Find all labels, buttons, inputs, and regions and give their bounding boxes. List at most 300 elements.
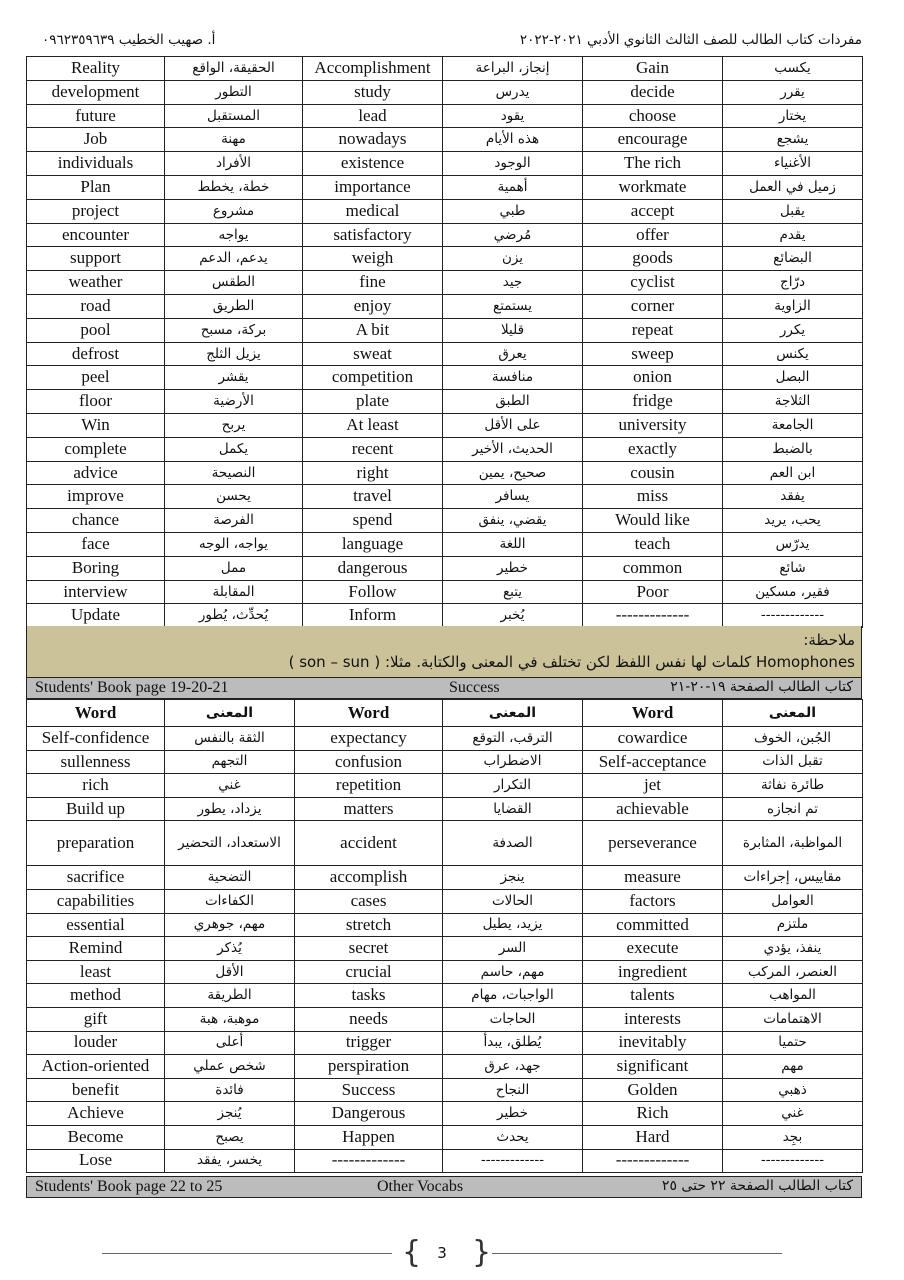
meaning-cell: جيد [443,271,583,295]
table-row [27,1031,863,1055]
meaning-cell: الطريقة [165,984,295,1008]
word-cell: defrost [27,342,165,366]
table-row [27,774,863,798]
meaning-cell: المستقبل [165,104,303,128]
table-row [27,413,863,437]
word-cell: medical [303,199,443,223]
table-row [27,797,863,821]
word-cell: future [27,104,165,128]
col-header-word: Word [27,700,165,727]
meaning-cell: الاضطراب [443,750,583,774]
meaning-cell: يقود [443,104,583,128]
meaning-cell: الطريق [165,294,303,318]
word-cell: decide [583,80,723,104]
meaning-cell: يحسن [165,485,303,509]
word-cell: project [27,199,165,223]
word-cell: significant [583,1055,723,1079]
meaning-cell: فقير، مسكين [723,580,863,604]
word-cell: fridge [583,390,723,414]
word-cell: Remind [27,937,165,961]
meaning-cell: الحالات [443,889,583,913]
meaning-cell: الاهتمامات [723,1007,863,1031]
word-cell: Become [27,1125,165,1149]
meaning-cell: يشجع [723,128,863,152]
table-row [27,247,863,271]
meaning-cell: البضائع [723,247,863,271]
word-cell: nowadays [303,128,443,152]
meaning-cell: يعرق [443,342,583,366]
word-cell: study [303,80,443,104]
footer-divider-right [492,1253,782,1254]
meaning-cell: أعلى [165,1031,295,1055]
word-cell: Golden [583,1078,723,1102]
meaning-cell: منافسة [443,366,583,390]
word-cell: Poor [583,580,723,604]
word-cell: encourage [583,128,723,152]
word-cell: execute [583,937,723,961]
meaning-cell: خطير [443,1102,583,1126]
meaning-cell: يُنجز [165,1102,295,1126]
meaning-cell: الثقة بالنفس [165,727,295,751]
meaning-cell: القضايا [443,797,583,821]
word-cell: needs [295,1007,443,1031]
meaning-cell: يُذكر [165,937,295,961]
meaning-cell: يتبع [443,580,583,604]
meaning-cell: ينجز [443,866,583,890]
word-cell: cousin [583,461,723,485]
word-cell: miss [583,485,723,509]
word-cell: accomplish [295,866,443,890]
word-cell: common [583,556,723,580]
word-cell: individuals [27,152,165,176]
meaning-cell: الفرصة [165,509,303,533]
word-cell: Would like [583,509,723,533]
meaning-cell: الزاوية [723,294,863,318]
meaning-cell: يكسب [723,57,863,81]
meaning-cell: أهمية [443,175,583,199]
meaning-cell: يحب، يريد [723,509,863,533]
word-cell: advice [27,461,165,485]
word-cell: inevitably [583,1031,723,1055]
meaning-cell: الوجود [443,152,583,176]
word-cell: matters [295,797,443,821]
table-row [27,80,863,104]
meaning-cell: الطقس [165,271,303,295]
meaning-cell: يصبح [165,1125,295,1149]
word-cell: support [27,247,165,271]
word-cell: floor [27,390,165,414]
section-bar-right: كتاب الطالب الصفحة ٢٢ حتى ٢٥ [661,1178,853,1194]
word-cell: travel [303,485,443,509]
word-cell: gift [27,1007,165,1031]
word-cell: ------------- [295,1149,443,1173]
meaning-cell: الصدفة [443,821,583,866]
table-row [27,342,863,366]
word-cell: pool [27,318,165,342]
word-cell: talents [583,984,723,1008]
word-cell: trigger [295,1031,443,1055]
meaning-cell: المقابلة [165,580,303,604]
meaning-cell: ------------- [723,1149,863,1173]
meaning-cell: مهم، جوهري [165,913,295,937]
meaning-cell: بالضبط [723,437,863,461]
word-cell: accident [295,821,443,866]
word-cell: Rich [583,1102,723,1126]
meaning-cell: يدرس [443,80,583,104]
meaning-cell: تم انجازه [723,797,863,821]
table-row [27,390,863,414]
vocab-table-2 [26,699,863,1173]
meaning-cell: النجاح [443,1078,583,1102]
homophones-note [26,626,862,677]
meaning-cell: السر [443,937,583,961]
section-bar-left: Students' Book page 22 to 25 [35,1178,223,1195]
meaning-cell: يقبل [723,199,863,223]
word-cell: interview [27,580,165,604]
meaning-cell: حتميا [723,1031,863,1055]
page-footer [102,1236,782,1270]
meaning-cell: النصيحة [165,461,303,485]
meaning-cell: شائع [723,556,863,580]
word-cell: encounter [27,223,165,247]
meaning-cell: مهم، حاسم [443,960,583,984]
word-cell: competition [303,366,443,390]
meaning-cell: فائدة [165,1078,295,1102]
word-cell: development [27,80,165,104]
word-cell: plate [303,390,443,414]
meaning-cell: يقرر [723,80,863,104]
meaning-cell: يقشر [165,366,303,390]
section-bar-right: كتاب الطالب الصفحة ١٩-٢٠-٢١ [670,679,853,695]
meaning-cell: الثلاجة [723,390,863,414]
word-cell: Dangerous [295,1102,443,1126]
word-cell: onion [583,366,723,390]
meaning-cell: شخص عملي [165,1055,295,1079]
word-cell: The rich [583,152,723,176]
meaning-cell: ذهبي [723,1078,863,1102]
table-row [27,1125,863,1149]
section-bar-success [26,677,862,699]
word-cell: Achieve [27,1102,165,1126]
meaning-cell: مُرضي [443,223,583,247]
word-cell: improve [27,485,165,509]
table-row [27,223,863,247]
word-cell: Lose [27,1149,165,1173]
word-cell: least [27,960,165,984]
word-cell: weather [27,271,165,295]
table-row [27,1078,863,1102]
meaning-cell: طائرة نفاثة [723,774,863,798]
meaning-cell: التكرار [443,774,583,798]
word-cell: workmate [583,175,723,199]
word-cell: capabilities [27,889,165,913]
word-cell: stretch [295,913,443,937]
meaning-cell: مهنة [165,128,303,152]
word-cell: sacrifice [27,866,165,890]
meaning-cell: العوامل [723,889,863,913]
table-row [27,532,863,556]
meaning-cell: قليلا [443,318,583,342]
word-cell: Hard [583,1125,723,1149]
meaning-cell: الأرضية [165,390,303,414]
word-cell: Update [27,604,165,628]
meaning-cell: مشروع [165,199,303,223]
word-cell: louder [27,1031,165,1055]
table-row [27,821,863,866]
word-cell: choose [583,104,723,128]
word-cell: exactly [583,437,723,461]
word-cell: teach [583,532,723,556]
word-cell: Success [295,1078,443,1102]
meaning-cell: اللغة [443,532,583,556]
word-cell: preparation [27,821,165,866]
meaning-cell: البصل [723,366,863,390]
meaning-cell: يحدث [443,1125,583,1149]
meaning-cell: غني [165,774,295,798]
meaning-cell: يدعم، الدعم [165,247,303,271]
table-row [27,318,863,342]
meaning-cell: يزيد، يطيل [443,913,583,937]
meaning-cell: ------------- [723,604,863,628]
section-bar-other-vocabs [26,1176,862,1198]
meaning-cell: يُطلق، يبدأ [443,1031,583,1055]
meaning-cell: يقدم [723,223,863,247]
word-cell: confusion [295,750,443,774]
table-row [27,960,863,984]
table-row [27,1007,863,1031]
right-brace-icon: } [472,1235,492,1270]
word-cell: perspiration [295,1055,443,1079]
section-bar-center: Other Vocabs [377,1178,464,1195]
meaning-cell: الواجبات، مهام [443,984,583,1008]
meaning-cell: يزيل الثلج [165,342,303,366]
col-header-meaning: المعنى [443,700,583,727]
meaning-cell: الأفراد [165,152,303,176]
word-cell: benefit [27,1078,165,1102]
note-title: ملاحظة: [803,631,855,649]
meaning-cell: بجِد [723,1125,863,1149]
meaning-cell: خطة، يخطط [165,175,303,199]
meaning-cell: يكنس [723,342,863,366]
word-cell: sweep [583,342,723,366]
meaning-cell: يكرر [723,318,863,342]
meaning-cell: مقاييس، إجراءات [723,866,863,890]
word-cell: ------------- [583,1149,723,1173]
table-row [27,128,863,152]
meaning-cell: إنجاز، البراعة [443,57,583,81]
meaning-cell: يربح [165,413,303,437]
meaning-cell: درّاج [723,271,863,295]
word-cell: sweat [303,342,443,366]
word-cell: importance [303,175,443,199]
word-cell: perseverance [583,821,723,866]
word-cell: Happen [295,1125,443,1149]
meaning-cell: على الأقل [443,413,583,437]
meaning-cell: الكفاءات [165,889,295,913]
word-cell: right [303,461,443,485]
word-cell: cyclist [583,271,723,295]
word-cell: tasks [295,984,443,1008]
word-cell: ingredient [583,960,723,984]
meaning-cell: الطبق [443,390,583,414]
table-row [27,580,863,604]
section-bar-left: Students' Book page 19-20-21 [35,679,229,696]
word-cell: language [303,532,443,556]
table-row [27,913,863,937]
word-cell: rich [27,774,165,798]
word-cell: face [27,532,165,556]
section-bar-center: Success [449,679,500,696]
meaning-cell: مهم [723,1055,863,1079]
table-row [27,1149,863,1173]
table-row [27,866,863,890]
meaning-cell: جهد، عرق [443,1055,583,1079]
table-row [27,1055,863,1079]
word-cell: chance [27,509,165,533]
meaning-cell: يكمل [165,437,303,461]
meaning-cell: الأغنياء [723,152,863,176]
table-header-row [27,700,863,727]
word-cell: Reality [27,57,165,81]
meaning-cell: خطير [443,556,583,580]
note-text: Homophones كلمات لها نفس اللفظ لكن تختلف في المعنى والكتابة. مثلا: ( son – sun ) [288,653,855,671]
table-row [27,271,863,295]
meaning-cell: الحقيقة، الواقع [165,57,303,81]
table-row [27,57,863,81]
left-brace-icon: { [402,1235,422,1270]
word-cell: university [583,413,723,437]
meaning-cell: غني [723,1102,863,1126]
meaning-cell: يفقد [723,485,863,509]
col-header-word: Word [583,700,723,727]
meaning-cell: تقبل الذات [723,750,863,774]
meaning-cell: التجهم [165,750,295,774]
word-cell: factors [583,889,723,913]
meaning-cell: الترقب، التوقع [443,727,583,751]
page-title: مفردات كتاب الطالب للصف الثالث الثانوي الأدبي ٢٠٢١-٢٠٢٢ [519,32,862,48]
meaning-cell: الجامعة [723,413,863,437]
table-row [27,461,863,485]
table-row [27,556,863,580]
word-cell: Accomplishment [303,57,443,81]
meaning-cell: يواجه [165,223,303,247]
word-cell: Boring [27,556,165,580]
meaning-cell: بركة، مسبح [165,318,303,342]
col-header-word: Word [295,700,443,727]
footer-divider-left [102,1253,392,1254]
word-cell: goods [583,247,723,271]
meaning-cell: التضحية [165,866,295,890]
table-row [27,152,863,176]
word-cell: A bit [303,318,443,342]
word-cell: repeat [583,318,723,342]
meaning-cell: الاستعداد، التحضير [165,821,295,866]
meaning-cell: هذه الأيام [443,128,583,152]
word-cell: crucial [295,960,443,984]
word-cell: accept [583,199,723,223]
word-cell: Win [27,413,165,437]
word-cell: complete [27,437,165,461]
meaning-cell: يُخبر [443,604,583,628]
word-cell: Inform [303,604,443,628]
meaning-cell: ممل [165,556,303,580]
meaning-cell: يخسر، يفقد [165,1149,295,1173]
table-row [27,485,863,509]
word-cell: Plan [27,175,165,199]
meaning-cell: يواجه، الوجه [165,532,303,556]
vocab-table-1 [26,56,863,628]
table-row [27,604,863,628]
col-header-meaning: المعنى [723,700,863,727]
word-cell: enjoy [303,294,443,318]
word-cell: committed [583,913,723,937]
word-cell: Self-acceptance [583,750,723,774]
meaning-cell: الجُبن، الخوف [723,727,863,751]
meaning-cell: يقضي، ينفق [443,509,583,533]
word-cell: Job [27,128,165,152]
word-cell: peel [27,366,165,390]
word-cell: expectancy [295,727,443,751]
word-cell: weigh [303,247,443,271]
meaning-cell: طبي [443,199,583,223]
word-cell: lead [303,104,443,128]
col-header-meaning: المعنى [165,700,295,727]
table-row [27,984,863,1008]
word-cell: road [27,294,165,318]
word-cell: corner [583,294,723,318]
word-cell: sullenness [27,750,165,774]
table-row [27,509,863,533]
word-cell: Gain [583,57,723,81]
meaning-cell: ينفذ، يؤدي [723,937,863,961]
table-row [27,294,863,318]
author-contact: أ. صهيب الخطيب ٠٩٦٢٣٥٩٦٣٩ [42,32,216,48]
meaning-cell: العنصر، المركب [723,960,863,984]
word-cell: repetition [295,774,443,798]
word-cell: essential [27,913,165,937]
word-cell: secret [295,937,443,961]
table-row [27,750,863,774]
word-cell: cases [295,889,443,913]
table-row [27,937,863,961]
word-cell: Build up [27,797,165,821]
word-cell: measure [583,866,723,890]
meaning-cell: يزن [443,247,583,271]
meaning-cell: يسافر [443,485,583,509]
word-cell: Follow [303,580,443,604]
word-cell: recent [303,437,443,461]
meaning-cell: المواظبة، المثابرة [723,821,863,866]
word-cell: ------------- [583,604,723,628]
word-cell: existence [303,152,443,176]
meaning-cell: التطور [165,80,303,104]
word-cell: spend [303,509,443,533]
meaning-cell: ------------- [443,1149,583,1173]
word-cell: Action-oriented [27,1055,165,1079]
meaning-cell: يدرّس [723,532,863,556]
word-cell: achievable [583,797,723,821]
table-row [27,199,863,223]
meaning-cell: زميل في العمل [723,175,863,199]
meaning-cell: موهبة، هبة [165,1007,295,1031]
word-cell: interests [583,1007,723,1031]
word-cell: dangerous [303,556,443,580]
meaning-cell: يختار [723,104,863,128]
meaning-cell: المواهب [723,984,863,1008]
meaning-cell: يزداد، يطور [165,797,295,821]
page-number: 3 [437,1244,447,1262]
word-cell: Self-confidence [27,727,165,751]
